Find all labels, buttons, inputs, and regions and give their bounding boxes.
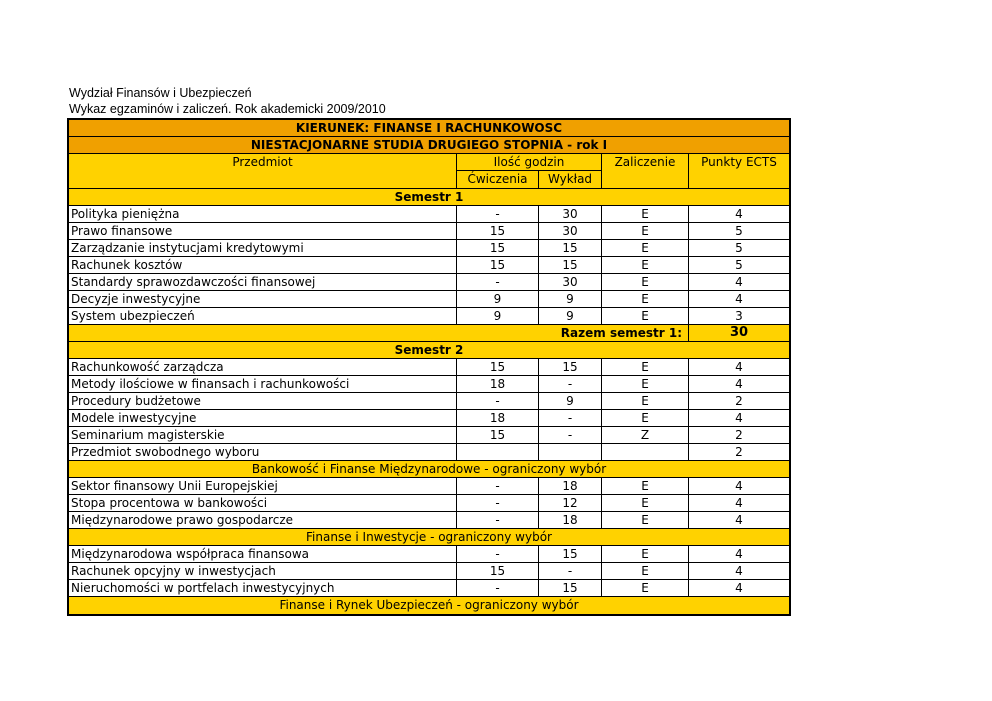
course-cwiczenia: 15 xyxy=(457,257,539,273)
course-cwiczenia: - xyxy=(457,274,539,290)
course-row xyxy=(69,512,789,529)
exam-table xyxy=(67,118,791,616)
course-cwiczenia: - xyxy=(457,580,539,596)
course-zaliczenie: E xyxy=(602,512,689,528)
elective-group-label: Bankowość i Finanse Międzynarodowe - ograniczony wybór xyxy=(251,462,607,476)
column-header xyxy=(69,154,789,189)
course-row xyxy=(69,206,789,223)
course-ects: 4 xyxy=(735,275,743,289)
elective-group-row xyxy=(69,597,789,614)
faculty-name: Wydział Finansów i Ubezpieczeń xyxy=(69,86,252,100)
course-name: Procedury budżetowe xyxy=(69,393,457,409)
course-wyklad: - xyxy=(539,563,602,579)
course-row xyxy=(69,359,789,376)
course-ects: 4 xyxy=(735,292,743,306)
course-row xyxy=(69,427,789,444)
elective-group-row xyxy=(69,529,789,546)
course-zaliczenie: E xyxy=(602,308,689,324)
course-row xyxy=(69,240,789,257)
semester-row xyxy=(69,189,789,206)
course-ects: 2 xyxy=(735,394,743,408)
course-name: Rachunkowość zarządcza xyxy=(69,359,457,375)
course-name: Metody ilościowe w finansach i rachunkowości xyxy=(69,376,457,392)
course-wyklad: 18 xyxy=(539,478,602,494)
course-ects: 4 xyxy=(735,547,743,561)
course-row xyxy=(69,376,789,393)
course-name: Decyzje inwestycyjne xyxy=(69,291,457,307)
header-ilosc: Ilość godzin xyxy=(457,154,601,171)
course-cwiczenia: - xyxy=(457,478,539,494)
course-ects: 5 xyxy=(735,224,743,238)
semester-label: Semestr 2 xyxy=(394,343,464,357)
table-body xyxy=(69,189,789,614)
header-wyklad: Wykład xyxy=(547,172,593,186)
elective-group-label: Finanse i Inwestycje - ograniczony wybór xyxy=(306,530,552,544)
course-wyklad: - xyxy=(539,427,602,443)
header-przedmiot: Przedmiot xyxy=(69,154,457,188)
table-subtitle: NIESTACJONARNE STUDIA DRUGIEGO STOPNIA - rok I xyxy=(250,138,608,152)
course-zaliczenie: E xyxy=(602,563,689,579)
course-cwiczenia: - xyxy=(457,206,539,222)
course-cwiczenia: 15 xyxy=(457,223,539,239)
semester-total-row xyxy=(69,325,789,342)
course-ects: 4 xyxy=(735,581,743,595)
course-name: Stopa procentowa w bankowości xyxy=(69,495,457,511)
course-name: Międzynarodowa współpraca finansowa xyxy=(69,546,457,562)
course-ects: 4 xyxy=(735,411,743,425)
course-row xyxy=(69,563,789,580)
course-wyklad: 15 xyxy=(539,580,602,596)
course-row xyxy=(69,478,789,495)
course-cwiczenia: 9 xyxy=(457,291,539,307)
course-row xyxy=(69,393,789,410)
elective-group-label: Finanse i Rynek Ubezpieczeń - ograniczony wybór xyxy=(279,598,579,612)
course-cwiczenia: - xyxy=(457,512,539,528)
course-name: Rachunek kosztów xyxy=(69,257,457,273)
course-cwiczenia: - xyxy=(457,495,539,511)
header-cwiczenia: Ćwiczenia xyxy=(457,171,539,188)
course-wyklad: 9 xyxy=(539,291,602,307)
table-title-row xyxy=(69,120,789,137)
semester-label: Semestr 1 xyxy=(394,190,464,204)
elective-group-row xyxy=(69,461,789,478)
course-wyklad: - xyxy=(539,410,602,426)
table-title: KIERUNEK: FINANSE I RACHUNKOWOSC xyxy=(295,121,563,135)
course-zaliczenie xyxy=(602,444,689,460)
course-ects: 4 xyxy=(735,377,743,391)
course-wyklad: 15 xyxy=(539,546,602,562)
course-ects: 4 xyxy=(735,207,743,221)
course-cwiczenia: - xyxy=(457,393,539,409)
course-row xyxy=(69,308,789,325)
course-wyklad: 30 xyxy=(539,206,602,222)
course-zaliczenie: E xyxy=(602,580,689,596)
course-zaliczenie: E xyxy=(602,223,689,239)
course-zaliczenie: E xyxy=(602,546,689,562)
document-subtitle: Wykaz egzaminów i zaliczeń. Rok akademicki 2009/2010 xyxy=(69,102,386,116)
course-name: Seminarium magisterskie xyxy=(69,427,457,443)
course-ects: 2 xyxy=(735,445,743,459)
header-zaliczenie: Zaliczenie xyxy=(602,154,689,188)
course-name: Polityka pieniężna xyxy=(69,206,457,222)
course-name: Nieruchomości w portfelach inwestycyjnych xyxy=(69,580,457,596)
course-wyklad: 30 xyxy=(539,274,602,290)
course-name: Rachunek opcyjny w inwestycjach xyxy=(69,563,457,579)
course-zaliczenie: Z xyxy=(602,427,689,443)
course-wyklad: 15 xyxy=(539,240,602,256)
course-wyklad: 18 xyxy=(539,512,602,528)
course-row xyxy=(69,444,789,461)
course-cwiczenia xyxy=(457,444,539,460)
course-row xyxy=(69,495,789,512)
course-cwiczenia: 15 xyxy=(457,563,539,579)
course-wyklad: 15 xyxy=(539,257,602,273)
course-wyklad: 30 xyxy=(539,223,602,239)
semester-total-label: Razem semestr 1: xyxy=(69,325,689,341)
course-zaliczenie: E xyxy=(602,206,689,222)
semester-row xyxy=(69,342,789,359)
course-cwiczenia: 15 xyxy=(457,359,539,375)
course-name: Modele inwestycyjne xyxy=(69,410,457,426)
course-zaliczenie: E xyxy=(602,240,689,256)
course-name: Przedmiot swobodnego wyboru xyxy=(69,444,457,460)
course-cwiczenia: 18 xyxy=(457,410,539,426)
course-wyklad: 9 xyxy=(539,393,602,409)
course-zaliczenie: E xyxy=(602,410,689,426)
course-row xyxy=(69,546,789,563)
course-row xyxy=(69,257,789,274)
course-row xyxy=(69,410,789,427)
header-ects: Punkty ECTS xyxy=(701,155,777,169)
course-row xyxy=(69,223,789,240)
course-row xyxy=(69,291,789,308)
course-cwiczenia: 18 xyxy=(457,376,539,392)
course-zaliczenie: E xyxy=(602,291,689,307)
course-zaliczenie: E xyxy=(602,359,689,375)
course-ects: 5 xyxy=(735,241,743,255)
course-name: Prawo finansowe xyxy=(69,223,457,239)
course-ects: 2 xyxy=(735,428,743,442)
header-ilosc-group xyxy=(457,154,602,188)
course-zaliczenie: E xyxy=(602,495,689,511)
table-subtitle-row xyxy=(69,137,789,154)
course-wyklad: 9 xyxy=(539,308,602,324)
course-cwiczenia: 15 xyxy=(457,427,539,443)
course-cwiczenia: 9 xyxy=(457,308,539,324)
course-ects: 5 xyxy=(735,258,743,272)
course-cwiczenia: 15 xyxy=(457,240,539,256)
course-wyklad: 15 xyxy=(539,359,602,375)
course-wyklad: 12 xyxy=(539,495,602,511)
course-name: Sektor finansowy Unii Europejskiej xyxy=(69,478,457,494)
course-cwiczenia: - xyxy=(457,546,539,562)
course-ects: 4 xyxy=(735,496,743,510)
course-ects: 4 xyxy=(735,479,743,493)
course-name: Standardy sprawozdawczości finansowej xyxy=(69,274,457,290)
course-zaliczenie: E xyxy=(602,257,689,273)
course-zaliczenie: E xyxy=(602,393,689,409)
course-wyklad: - xyxy=(539,376,602,392)
course-zaliczenie: E xyxy=(602,478,689,494)
course-ects: 4 xyxy=(735,513,743,527)
course-name: Międzynarodowe prawo gospodarcze xyxy=(69,512,457,528)
course-row xyxy=(69,580,789,597)
course-row xyxy=(69,274,789,291)
course-zaliczenie: E xyxy=(602,274,689,290)
course-name: System ubezpieczeń xyxy=(69,308,457,324)
course-wyklad xyxy=(539,444,602,460)
course-ects: 3 xyxy=(735,309,743,323)
course-name: Zarządzanie instytucjami kredytowymi xyxy=(69,240,457,256)
course-zaliczenie: E xyxy=(602,376,689,392)
semester-total-ects: 30 xyxy=(729,325,749,340)
course-ects: 4 xyxy=(735,564,743,578)
course-ects: 4 xyxy=(735,360,743,374)
